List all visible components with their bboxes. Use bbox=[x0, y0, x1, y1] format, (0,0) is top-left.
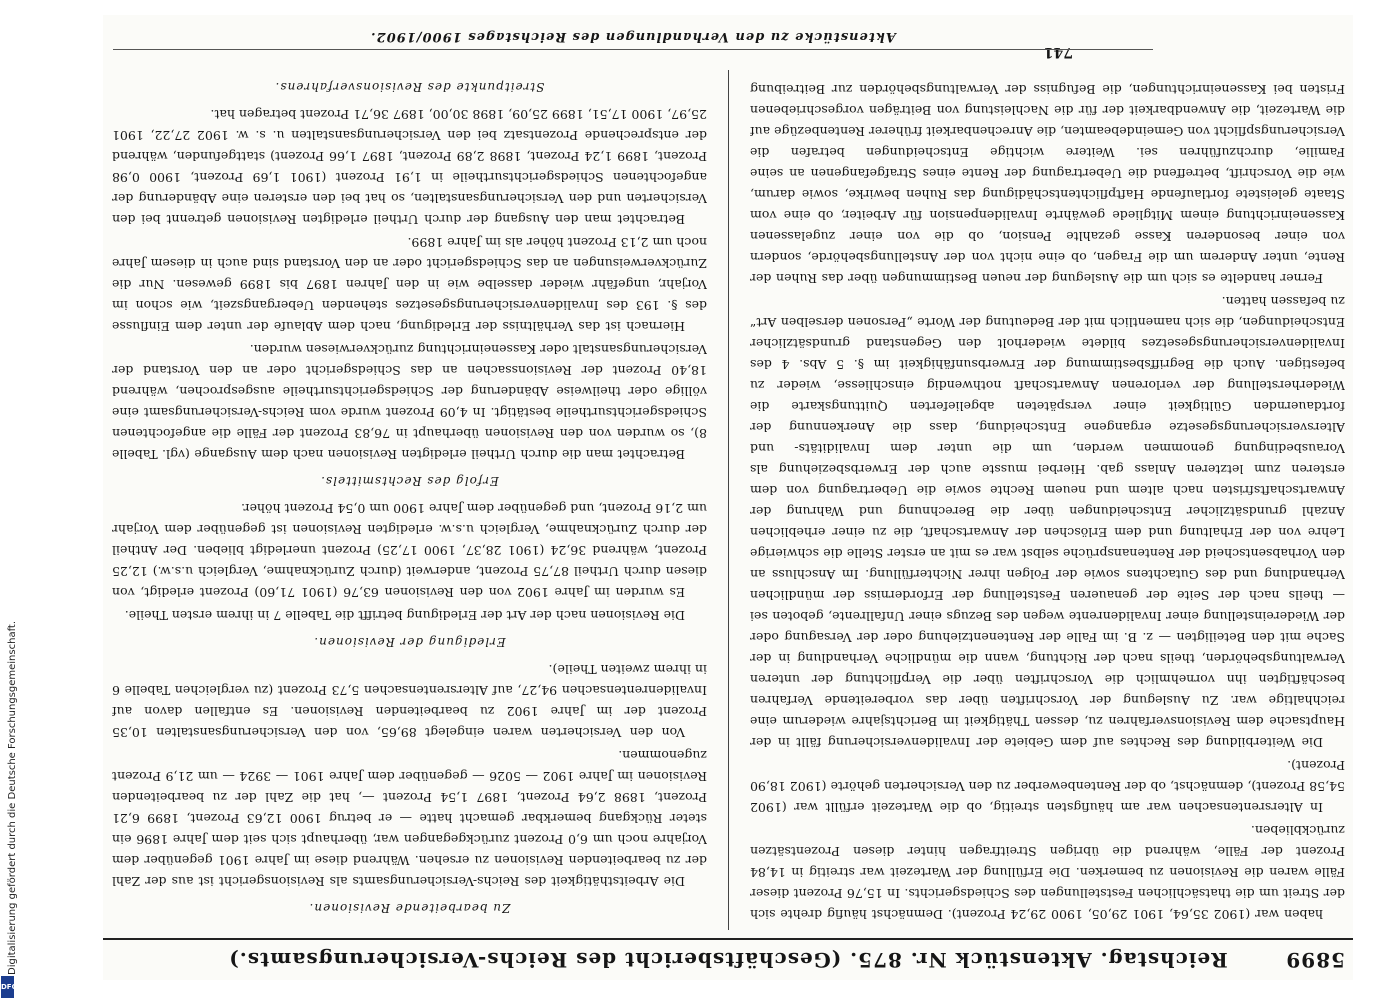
left-column bbox=[750, 75, 1345, 925]
paragraph: Es wurden im Jahre 1902 von den Revisionen 63,76 (1901 71,60) Prozent erledigt, von diesen durch Urtheil 87,75 Prozent, anderweit (durch Zurücknahme, Vergleich u.s.w.) 12,25 Prozent, während 36,24 (1901 28,37, 1900 17,25) Prozent unerledigt blieben. Der Antheil der durch Zurücknahme, Vergleich u.s.w. erledigten Revisionen ist gegenüber dem Vorjahr um 2,16 Prozent, und gegenüber dem Jahre 1900 um 0,54 Prozent höher. bbox=[112, 501, 707, 600]
section-heading: Zu bearbeitende Revisionen. bbox=[308, 901, 511, 915]
section-heading: Erledigung der Revisionen. bbox=[313, 635, 506, 649]
digitization-credit: Digitalisierung gefördert durch die Deutsche Forschungsgemeinschaft. bbox=[7, 620, 18, 975]
scanned-page bbox=[103, 15, 1353, 980]
column-divider bbox=[728, 70, 729, 930]
paragraph: Die Weiterbildung des Rechtes auf dem Gebiete der Invalidenversicherung fällt in der Hauptsache dem Revisionsverfahren zu, dessen Thätigkeit im Berichtsjahre wiederum eine reichhaltige war. Zu Auslegung der Vorschriften über das vorbereitende Verfahren beschäftigten ihn vornehmlich die Vorschriften über die Verpflichtung der unteren Verwaltungsbehörden, theils nach der Richtung, wann die mündliche Verhandlung in der Sache mit den Beteiligten — z. B. im Falle der Rentenentziehung oder der Versagung oder der Wiedereinstellung einer Invalidenrente wegen des Bezugs einer Unfallrente, geboten sei — theils nach der Seite der genaueren Feststellung der Erforderniss der mündlichen Verhandlung und des Gutachtens sowie der Folgen ihrer Nichterfüllung. Im Anschluss an den Vorhabsentscheid der Rentenansprüche selbst war es mit an erster Stelle die schwierige Lehre von der Erhaltung und dem Erlöschen der Anwartschaft, die zu einer erheblichen Anzahl grundsätzlicher Entscheidungen über die Berechnung und Wahrung der Anwartschaftsfristen nach altem und neuem Rechte sowie die Uebertragung von dem ersteren zum letzteren Anlass gab. Hierbei musste auch der Erwerbsbeziehung als Vorausbedingung genommen werden, um die unter dem Invaliditäts- und Altersversicherungsgesetze ergangene Entscheidung, dass die Anerkennung der fortdauernden Gültigkeit einer verspäteten abgelieferten Quittungskarte die Wiederherstellung der verlorenen Anwartschaft nothwendig einschliesse, wieder zu befestigen. Auch die Begriffsbestimmung der Erwerbsunfähigkeit im §. 5 Abs. 4 des Invalidenversicherungsgesetzes bildete wiederholt den Gegenstand grundsätzlicher Entscheidungen, die sich namentlich mit der Bedeutung der Worte „Personen derselben Art“ zu befassen hatten. bbox=[750, 294, 1345, 750]
section-heading: Streitpunkte des Revisionsverfahrens. bbox=[274, 80, 545, 94]
page-header bbox=[103, 938, 1353, 980]
paragraph: Von den Versicherten waren eingelegt 89,65, von den Versicherungsanstalten 10,35 Prozent der im Jahre 1902 zu bearbeitenden Revisionen. Es entfallen davon auf Invalidenrentensachen 94,27, auf Altersrentensachen 5,73 Prozent (zu vergleichen Tabelle 6 in ihrem zweiten Theile). bbox=[112, 662, 707, 740]
paragraph: Hiernach ist das Verhältniss der Erledigung, nach dem Ablaufe der unter dem Einflusse des §. 193 des Invalidenversicherungsgesetzes stehenden Uebergangszeit, wie schon im Vorjahr, ungefähr wieder dasselbe wie in den Jahren 1897 bis 1899 gewesen. Nur die Zurückverweisungen an das Schiedsgericht oder an den Vorstand sind auch in diesem Jahre noch um 2,13 Prozent höher als im Jahre 1899. bbox=[112, 235, 707, 334]
page-footer: Aktenstücke zu den Verhandlungen des Reichstages 1900/1902. bbox=[113, 29, 1153, 50]
right-column bbox=[112, 75, 707, 925]
paragraph: Die Revisionen nach der Art der Erledigung betrifft die Tabelle 7 in ihrem ersten Theile. bbox=[124, 608, 685, 623]
paragraph: Ferner handelte es sich um die Auslegung der neuen Bestimmungen über das Ruhen der Rente, unter Anderem um die Fragen, ob eine nicht von der Anstellungsbehörde, sondern von einer besonderen Kasse gezahlte Pension, ob die von einer zugelassenen Kasseneinrichtung einem Mitgliede gewährte Invalidenpension für Arbeiter, ob eine vom Staate geleistete fortlaufende Haftpflichtentschädigung das Ruhen bewirke, sowie darum, wie die Vorschrift, betreffend die Uebertragung der Rente eines Strafgefangenen an seine Familie, durchzuführen sei. Weitere wichtige Entscheidungen betrafen die Versicherungspflicht von Gemeindebeamten, die Anrechenbarkeit früherer Rentenbezüge auf die Wartezeit, die Anwendbarkeit der für die Nachleistung von Beiträgen vorgeschriebenen Fristen bei Kasseneinrichtungen, die Befugniss der Verwaltungsbehörden zur Beitreibung bbox=[750, 82, 1345, 286]
paragraph: Betrachtet man die durch Urtheil erledigten Revisionen nach dem Ausgange (vgl. Tabelle 8), so wurden von den Revisionen überhaupt in 76,83 Prozent der Fälle die angefochtenen Schiedsgerichtsurtheile bestätigt. In 4,09 Prozent wurde vom Reichs-Versicherungsamt eine völlige oder theilweise Abänderung der Schiedsgerichtsurtheile ausgesprochen, während 18,40 Prozent der Revisionssachen an das Schiedsgericht oder an den Vorstand der Versicherungsanstalt oder Kasseneinrichtung zurückverwiesen wurden. bbox=[112, 342, 707, 462]
dfg-logo: DFG bbox=[1, 976, 14, 998]
page-title: Reichstag. Aktenstück Nr. 875. (Geschäftsbericht des Reichs-Versicherungsamts.) bbox=[228, 948, 1228, 972]
paragraph: Die Arbeitsthätigkeit des Reichs-Versicherungsamts als Revisionsgericht ist aus der Zahl der zu bearbeitenden Revisionen zu ersehen. Während diese im Jahre 1901 gegenüber dem Vorjahre noch um 6,0 Prozent zurückgegangen war, überhaupt sich seit dem Jahre 1896 ein steter Rückgang bemerkbar gemacht hatte — er betrug 1900 12,63 Prozent, 1899 6,21 Prozent, 1898 2,64 Prozent, 1897 1,54 Prozent —, hat die Zahl der zu bearbeitenden Revisionen im Jahre 1902 — 5026 — gegenüber dem Jahre 1901 — 3924 — um 21,9 Prozent zugenommen. bbox=[112, 748, 707, 889]
paragraph: In Altersrentensachen war am häufigsten streitig, ob die Wartezeit erfüllt war (1902 54,58 Prozent), demnächst, ob der Rentenbewerber zu den Versicherten gehörte (1902 18,90 Prozent). bbox=[750, 758, 1345, 815]
paragraph: haben war (1902 35,64, 1901 29,05, 1900 29,24 Prozent). Demnächst häufig drehte sich der Streit um die thatsächlichen Feststellungen des Schiedsgerichts. In 15,76 Prozent dieser Fälle waren die Revisionen zu bemerken. Die Erfüllung der Wartezeit war streitig in 14,84 Prozent der Fälle, während die übrigen Streitfragen hinter diesen Prozentsätzen zurückblieben. bbox=[750, 823, 1345, 922]
page-number: 5899 bbox=[1285, 948, 1345, 972]
signature-number: 741 bbox=[1043, 44, 1073, 60]
section-heading: Erfolg des Rechtsmittels. bbox=[320, 474, 499, 488]
paragraph: Betrachtet man den Ausgang der durch Urtheil erledigten Revisionen getrennt bei den Versicherten und den Versicherungsanstalten, so hat bei den ersteren eine Abänderung der angefochtenen Schiedsgerichtsurtheile in 1,91 Prozent (1901 1,69 Prozent, 1900 0,98 Prozent, 1899 1,24 Prozent, 1898 2,89 Prozent, 1897 1,66 Prozent) stattgefunden, während der entsprechende Prozentsatz bei den Versicherungsanstalten u. s. w. 1902 27,22, 1901 25,97, 1900 17,51, 1899 25,09, 1898 30,00, 1897 36,71 Prozent betragen hat. bbox=[112, 107, 707, 227]
